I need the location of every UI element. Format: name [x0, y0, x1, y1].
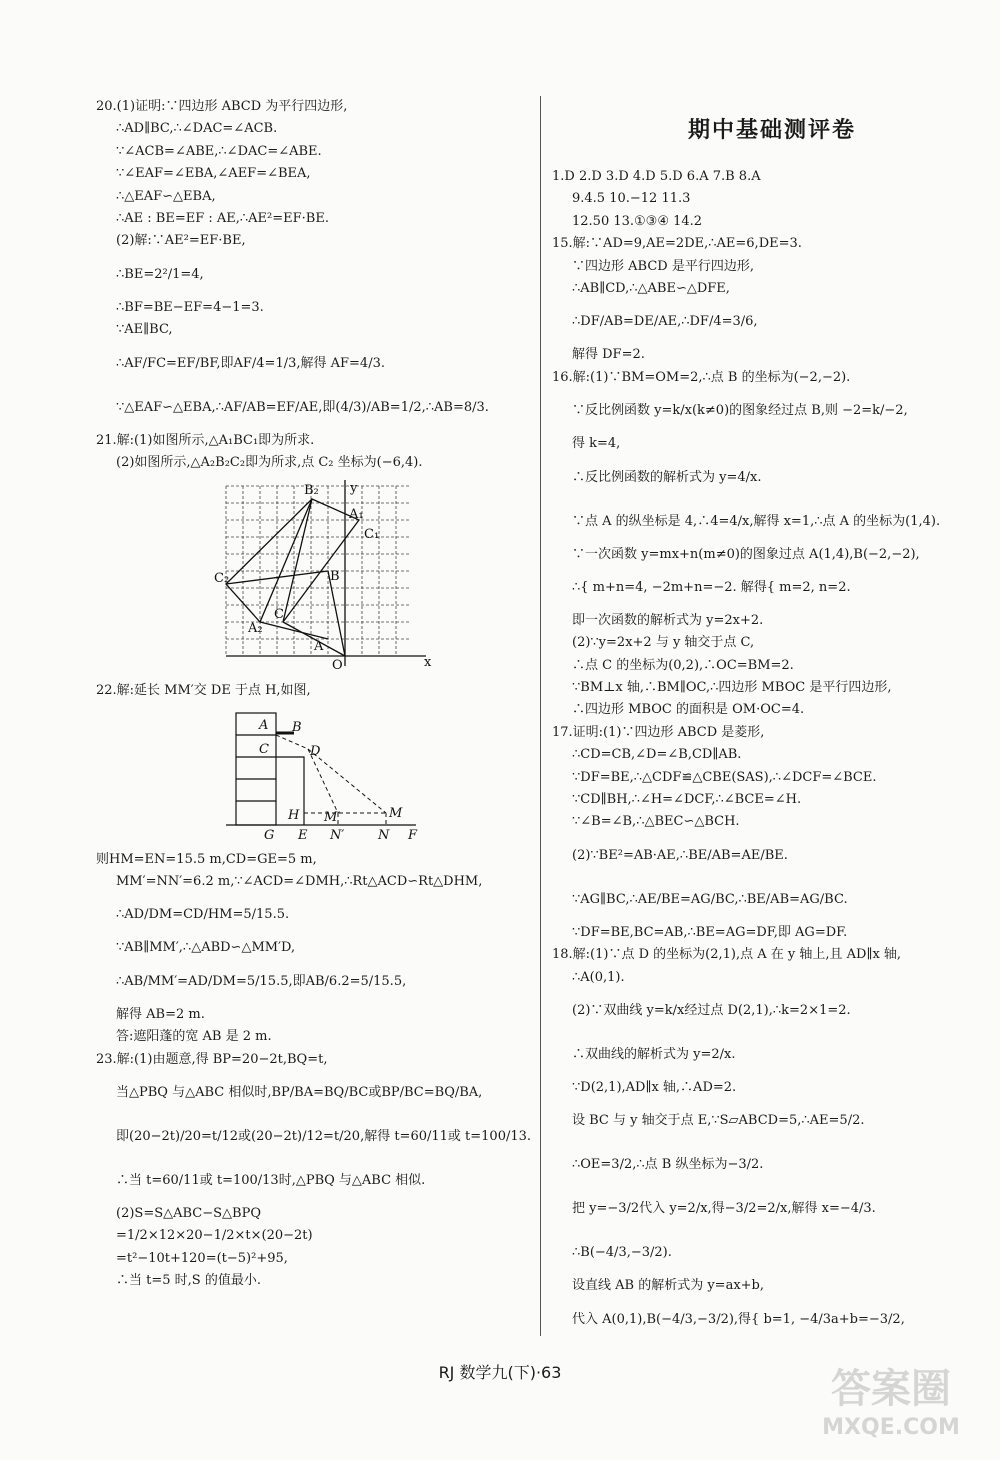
q18-line: ∴OE=3/2,∴点 B 纵坐标为−3/2.: [572, 1157, 764, 1173]
question-20: [96, 96, 536, 430]
awning-svg: [226, 709, 436, 843]
fig22-label-a: A: [259, 717, 269, 733]
q16-line: 得 k=4,: [572, 436, 621, 452]
q20-line: ∵∠ACB=∠ABE,∴∠DAC=∠ABE.: [116, 143, 322, 159]
watermark-logo: [796, 1354, 986, 1444]
q20-line: (2)解:∵AE²=EF·BE,: [116, 233, 246, 249]
fig22-label-d: D: [310, 743, 321, 759]
page-footer: RJ 数学九(下)·63: [438, 1363, 562, 1382]
answers-line: 9.4.5 10.−12 11.3: [572, 191, 691, 207]
grid-label-y: y: [350, 481, 358, 497]
q18-line: ∴A(0,1).: [572, 969, 625, 985]
fig22-label-c: C: [259, 741, 269, 757]
q17-line: ∴CD=CB,∠D=∠B,CD∥AB.: [572, 747, 742, 763]
q16-line: ∵一次函数 y=mx+n(m≠0)的图象过点 A(1,4),B(−2,−2),: [572, 546, 920, 562]
q16-line: ∴{ m+n=4, −2m+n=−2. 解得{ m=2, n=2.: [572, 579, 851, 595]
q17-line: ∵DF=BE,BC=AB,∴BE=AG=DF,即 AG=DF.: [572, 924, 848, 940]
q17-line: ∵∠B=∠B,∴△BEC∽△BCH.: [572, 814, 740, 830]
q18-line: (2)∵双曲线 y=k/x经过点 D(2,1),∴k=2×1=2.: [572, 1002, 851, 1018]
fig22-label-g: G: [264, 827, 275, 843]
q21-line: 21.解:(1)如图所示,△A₁BC₁即为所求.: [96, 432, 315, 448]
q18-line: 设 BC 与 y 轴交于点 E,∵S▱ABCD=5,∴AE=5/2.: [572, 1113, 865, 1129]
column-divider: [540, 96, 541, 1336]
q16-line: ∵反比例函数 y=k/x(k≠0)的图象经过点 B,则 −2=k/−2,: [572, 403, 908, 419]
q16-line: (2)∵y=2x+2 与 y 轴交于点 C,: [572, 635, 755, 651]
q21-line: (2)如图所示,△A₂B₂C₂即为所求,点 C₂ 坐标为(−6,4).: [116, 454, 423, 470]
q15-line: ∴DF/AB=DE/AE,∴DF/4=3/6,: [572, 314, 758, 330]
q22-line: 解得 AB=2 m.: [116, 1006, 205, 1022]
svg-text:MXQE.COM: MXQE.COM: [822, 1415, 960, 1440]
q15-line: ∴AB∥CD,∴△ABE∽△DFE,: [572, 280, 730, 296]
question-23: [96, 1049, 536, 1293]
q20-line: ∴BE=2²/1=4,: [116, 266, 204, 282]
question-16: [552, 367, 992, 722]
q18-line: ∴B(−4/3,−3/2).: [572, 1245, 672, 1261]
awning-figure: [96, 709, 536, 843]
q23-line: (2)S=S△ABC−S△BPQ: [116, 1206, 261, 1222]
q16-line: 16.解:(1)∵BM=OM=2,∴点 B 的坐标为(−2,−2).: [552, 369, 851, 385]
q17-line: ∵DF=BE,∴△CDF≌△CBE(SAS),∴∠DCF=∠BCE.: [572, 769, 877, 785]
question-22: [96, 849, 536, 1049]
q16-line: ∴点 C 的坐标为(0,2),∴OC=BM=2.: [572, 657, 794, 673]
grid-label-x: x: [424, 655, 432, 671]
question-15: [552, 233, 992, 367]
q22-line: 则HM=EN=15.5 m,CD=GE=5 m,: [96, 851, 317, 867]
q15-line: ∵四边形 ABCD 是平行四边形,: [572, 258, 754, 274]
q16-line: ∴四边形 MBOC 的面积是 OM·OC=4.: [572, 702, 805, 718]
left-column: [96, 96, 536, 1293]
grid-svg: [214, 480, 436, 674]
grid-label-c2: C₂: [214, 571, 230, 587]
q16-line: 即一次函数的解析式为 y=2x+2.: [572, 612, 764, 628]
fig22-label-f: F: [408, 827, 418, 843]
q16-line: ∵BM⊥x 轴,∴BM∥OC,∴四边形 MBOC 是平行四边形,: [572, 680, 892, 696]
q23-line: 当△PBQ 与△ABC 相似时,BP/BA=BQ/BC或BP/BC=BQ/BA,: [116, 1085, 483, 1101]
fig22-label-m: M: [389, 805, 403, 821]
q17-line: ∵AG∥BC,∴AE/BE=AG/BC,∴BE/AB=AG/BC.: [572, 891, 848, 907]
q18-line: 18.解:(1)∵点 D 的坐标为(2,1),点 A 在 y 轴上,且 AD∥x 轴,: [552, 947, 902, 963]
q22-line: MM′=NN′=6.2 m,∵∠ACD=∠DMH,∴Rt△ACD∽Rt△DHM,: [116, 874, 483, 890]
fig22-label-n1: N′: [330, 827, 345, 843]
q15-line: 15.解:∵AD=9,AE=2DE,∴AE=6,DE=3.: [552, 236, 802, 252]
q23-line: =t²−10t+120=(t−5)²+95,: [116, 1250, 288, 1266]
q18-line: 把 y=−3/2代入 y=2/x,得−3/2=2/x,解得 x=−4/3.: [572, 1201, 876, 1217]
question-18: [552, 944, 992, 1342]
section-title: 期中基础测评卷: [687, 118, 856, 143]
grid-label-c1: C₁: [364, 527, 380, 543]
q23-line: =1/2×12×20−1/2×t×(20−2t): [116, 1228, 313, 1244]
q23-line: ∴当 t=60/11或 t=100/13时,△PBQ 与△ABC 相似.: [116, 1173, 426, 1189]
triangle-a2b2c2: [226, 499, 312, 622]
q16-line: ∴反比例函数的解析式为 y=4/x.: [572, 469, 762, 485]
fig22-label-b: B: [292, 719, 302, 735]
grid-label-o: O: [332, 658, 343, 674]
q18-line: ∴双曲线的解析式为 y=2/x.: [572, 1046, 736, 1062]
q18-line: ∵D(2,1),AD∥x 轴,∴AD=2.: [572, 1079, 737, 1095]
q18-line: 设直线 AB 的解析式为 y=ax+b,: [572, 1278, 765, 1294]
q23-line: 23.解:(1)由题意,得 BP=20−2t,BQ=t,: [96, 1051, 328, 1067]
fig22-label-e: E: [298, 827, 308, 843]
multiple-choice-answers: [552, 166, 992, 233]
q18-line: 代入 A(0,1),B(−4/3,−3/2),得{ b=1, −4/3a+b=−3/2,: [572, 1311, 905, 1327]
question-21: [96, 430, 536, 475]
q22-line: ∵AB∥MM′,∴△ABD∽△MM′D,: [116, 940, 296, 956]
right-column: [552, 96, 992, 1342]
q16-line: ∵点 A 的纵坐标是 4,∴4=4/x,解得 x=1,∴点 A 的坐标为(1,4).: [572, 513, 941, 529]
svg-text:答案圈: 答案圈: [831, 1366, 951, 1412]
q15-line: 解得 DF=2.: [572, 347, 645, 363]
q17-line: (2)∵BE²=AB·AE,∴BE/AB=AE/BE.: [572, 847, 788, 863]
fig22-label-n: N: [378, 827, 390, 843]
q20-line: ∴AE : BE=EF : AE,∴AE²=EF·BE.: [116, 210, 329, 226]
fig22-label-h: H: [288, 807, 300, 823]
grid-label-b2: B₂: [304, 483, 319, 499]
grid-label-a: A: [314, 639, 324, 655]
q22-line: ∴AD/DM=CD/HM=5/15.5.: [116, 907, 290, 923]
answers-line: 1.D 2.D 3.D 4.D 5.D 6.A 7.B 8.A: [552, 169, 761, 184]
grid-label-c: C: [274, 607, 284, 623]
q20-line: ∴BF=BE−EF=4−1=3.: [116, 299, 264, 315]
q22-line: 答:遮阳蓬的宽 AB 是 2 m.: [116, 1029, 272, 1045]
q20-line: ∵∠EAF=∠EBA,∠AEF=∠BEA,: [116, 166, 311, 182]
q23-line: ∴当 t=5 时,S 的值最小.: [116, 1273, 261, 1289]
q17-line: 17.证明:(1)∵四边形 ABCD 是菱形,: [552, 724, 765, 740]
q20-line: ∴AD∥BC,∴∠DAC=∠ACB.: [116, 121, 278, 137]
grid-label-a1: A₁: [349, 507, 364, 523]
grid-label-b: B: [330, 569, 340, 585]
q17-line: ∵CD∥BH,∴∠H=∠DCF,∴∠BCE=∠H.: [572, 792, 802, 808]
question-17: [552, 722, 992, 944]
q22-line: ∴AB/MM′=AD/DM=5/15.5,即AB/6.2=5/15.5,: [116, 973, 407, 989]
coordinate-grid-figure: [96, 480, 536, 674]
q20-line: ∴△EAF∽△EBA,: [116, 188, 216, 204]
answers-line: 12.50 13.①③④ 14.2: [572, 213, 703, 229]
q20-line: ∵△EAF∽△EBA,∴AF/AB=EF/AE,即(4/3)/AB=1/2,∴AB=8/3.: [116, 399, 489, 415]
grid-label-a2: A₂: [248, 621, 263, 637]
q20-line: ∴AF/FC=EF/BF,即AF/4=1/3,解得 AF=4/3.: [116, 355, 385, 371]
q20-line: ∵AE∥BC,: [116, 322, 173, 338]
q23-line: 即(20−2t)/20=t/12或(20−2t)/12=t/20,解得 t=60/11或 t=100/13.: [116, 1129, 532, 1145]
fig22-label-m1: M′: [324, 809, 341, 825]
q20-line: 20.(1)证明:∵四边形 ABCD 为平行四边形,: [96, 99, 348, 114]
question-22-head: 22.解:延长 MM′交 DE 于点 H,如图,: [96, 683, 311, 699]
